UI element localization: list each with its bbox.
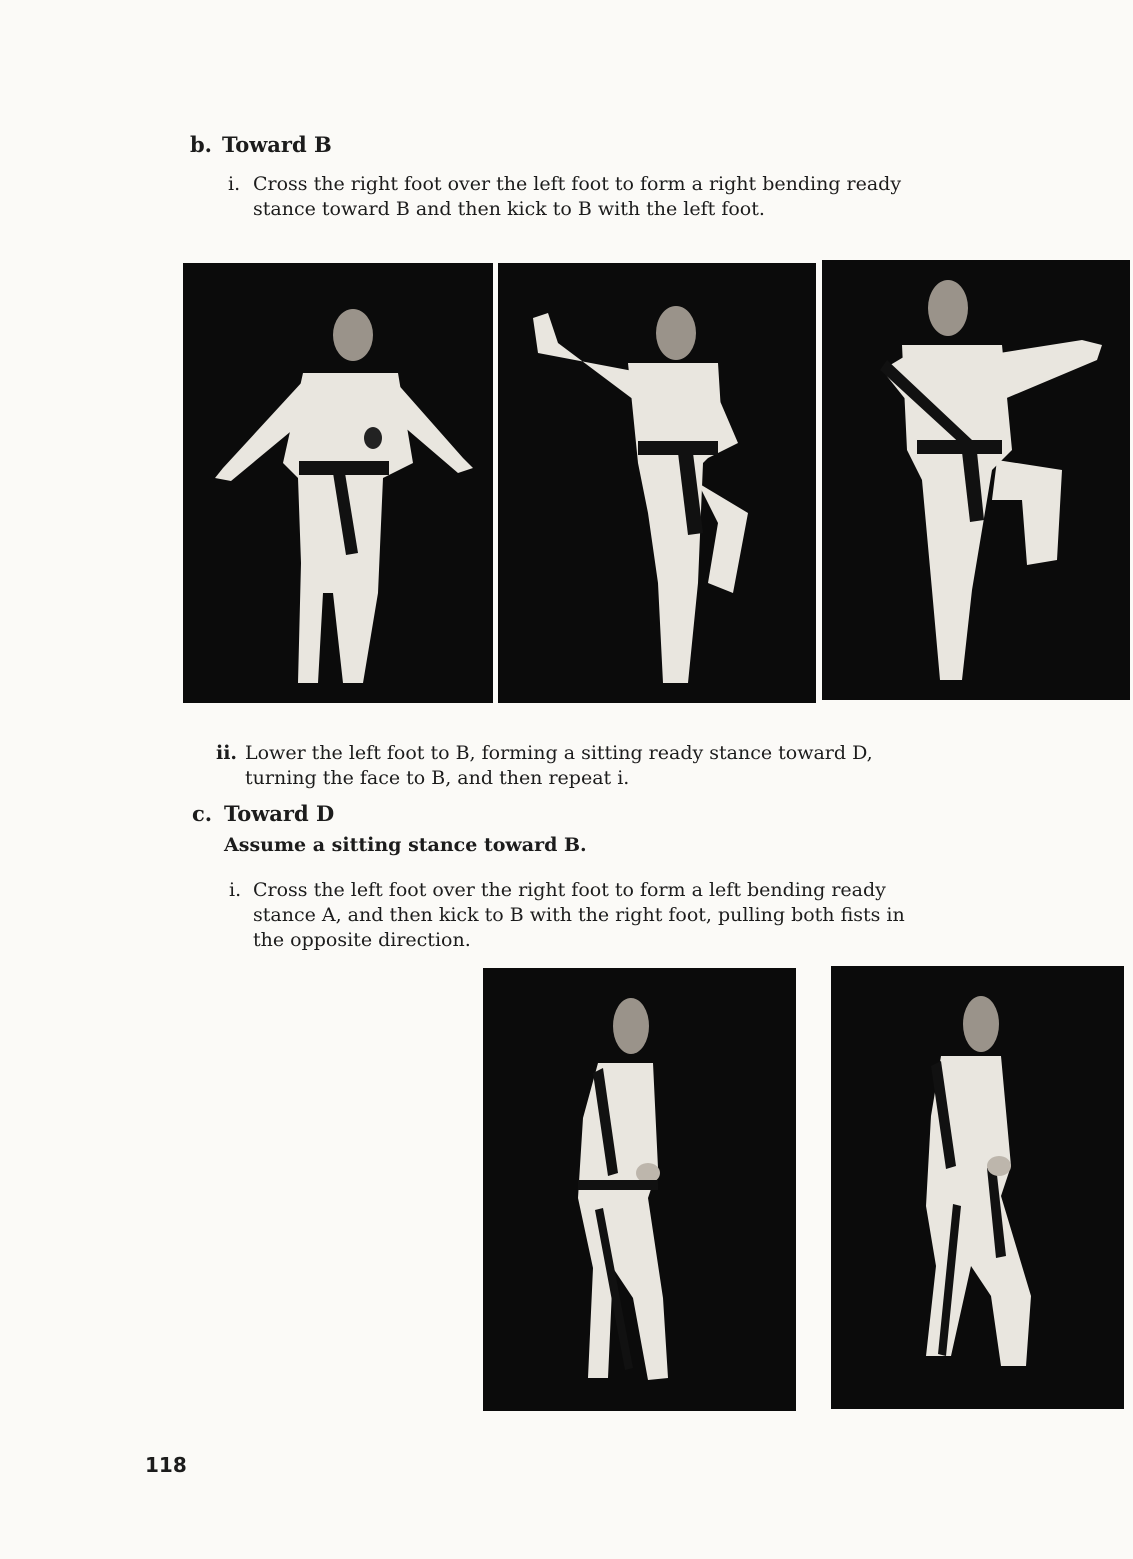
step-line: stance toward B and then kick to B with the left foot. [253,198,765,220]
karate-figure-illustration [822,260,1130,700]
step-line: the opposite direction. [253,929,471,951]
section-c-heading [192,801,334,826]
step-text [253,878,905,953]
section-b-heading [190,132,332,157]
photo-b-3 [822,260,1130,700]
step-text [253,172,901,222]
karate-figure-illustration [183,263,493,703]
step-line: turning the face to B, and then repeat i. [245,767,630,789]
section-b-title: Toward B [222,132,332,157]
section-b-marker: b. [190,132,212,157]
page-number: 118 [145,1453,187,1477]
step-line: Cross the right foot over the left foot to form a right bending ready [253,173,902,195]
section-b-step-ii [216,741,996,793]
karate-figure-illustration [831,966,1124,1409]
karate-figure-illustration [498,263,816,703]
karate-figure-illustration [483,968,796,1411]
step-number: i. [228,173,241,195]
section-c-step-i [229,878,989,956]
section-c-marker: c. [192,801,213,826]
step-number: ii. [216,742,238,764]
step-line: stance A, and then kick to B with the right foot, pulling both fists in [253,904,905,926]
photo-b-2 [498,263,816,703]
photo-c-1 [483,968,796,1411]
step-line: Cross the left foot over the right foot to form a left bending ready [253,879,886,901]
photo-b-1 [183,263,493,703]
section-b-step-i [228,172,988,224]
section-c-subhead: Assume a sitting stance toward B. [224,834,587,856]
step-number: i. [229,879,242,901]
step-text [245,741,873,791]
section-c-title: Toward D [224,801,335,826]
photo-c-2 [831,966,1124,1409]
step-line: Lower the left foot to B, forming a sitting ready stance toward D, [245,742,873,764]
